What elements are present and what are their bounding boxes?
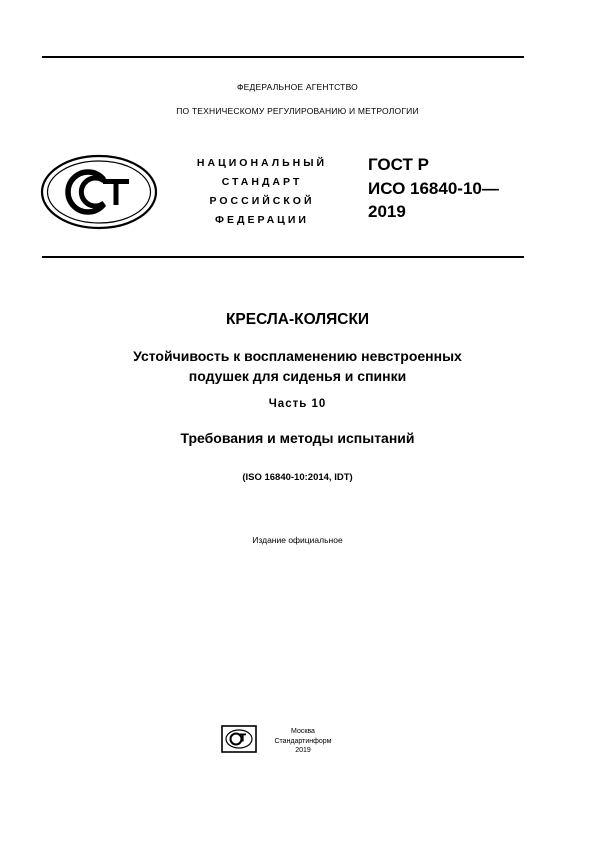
publisher-info <box>266 727 340 756</box>
publisher-name: Стандартинформ <box>274 737 332 745</box>
national-standard-line: НАЦИОНАЛЬНЫЙ <box>196 157 328 169</box>
middle-rule <box>42 256 524 258</box>
publisher-city: Москва <box>291 728 315 735</box>
standartinform-logo-icon <box>221 725 257 753</box>
part-number: Часть 10 <box>268 398 327 410</box>
standard-designation <box>368 153 538 224</box>
iso-reference: (ISO 16840-10:2014, IDT) <box>242 472 353 483</box>
national-standard-label <box>178 154 346 230</box>
document-subtitle <box>0 346 595 386</box>
document-title: КРЕСЛА-КОЛЯСКИ <box>225 311 370 328</box>
national-standard-line: РОССИЙСКОЙ <box>209 195 315 207</box>
designation-line: 2019 <box>368 202 406 221</box>
agency-line-2: ПО ТЕХНИЧЕСКОМУ РЕГУЛИРОВАНИЮ И МЕТРОЛОГИИ <box>176 106 419 116</box>
subtitle-line: Устойчивость к воспламенению невстроенных <box>133 348 462 364</box>
subtitle-line: подушек для сиденья и спинки <box>188 368 407 384</box>
designation-line: ГОСТ Р <box>368 155 429 174</box>
publisher-year: 2019 <box>295 747 311 754</box>
top-rule <box>42 56 524 58</box>
edition-label: Издание официальное <box>252 535 343 545</box>
national-standard-line: ФЕДЕРАЦИИ <box>215 214 309 226</box>
agency-line-1: ФЕДЕРАЛЬНОЕ АГЕНТСТВО <box>237 82 358 92</box>
national-standard-line: СТАНДАРТ <box>221 176 303 188</box>
part-title: Требования и методы испытаний <box>180 430 415 446</box>
designation-line: ИСО 16840-10— <box>368 178 499 198</box>
rst-emblem-icon <box>40 154 158 230</box>
